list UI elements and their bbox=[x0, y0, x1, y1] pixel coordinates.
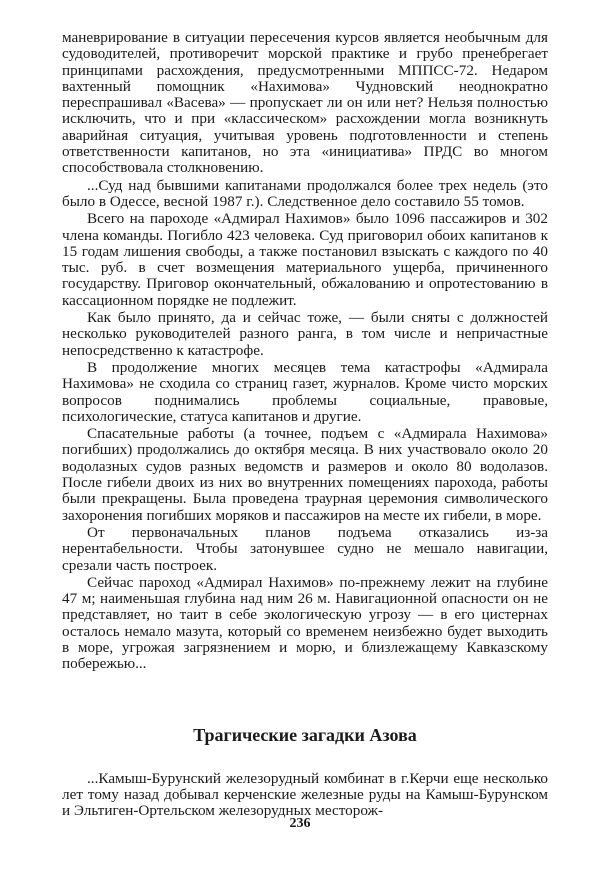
paragraph-maneuvering: маневрирование в ситуации пересечения курсов является необычным для судоводителей, противоречит морской практике и грубо пренебрегает принципами расхождения, предусмотренными МППСС-72. Недаром вахтенный помощник «Нахимова» Чудновский неоднократно переспрашивал «Васева» — пропускает ли он или нет? Нельзя полностью исключить, что и при «классическом» расхождении могла возникнуть аварийная ситуация, учитывая уровень подготовленности и степень ответственности капитанов, но эта «инициатива» ПРДС во многом способствовала столкновению. bbox=[62, 29, 548, 177]
paragraph-salvage-plans: От первоначальных планов подъема отказались из-за нерентабельности. Чтобы затонувшее судно не мешало навигации, срезали часть построек. bbox=[62, 523, 548, 574]
page-number: 236 bbox=[289, 816, 311, 831]
paragraph-current-state: Сейчас пароход «Адмирал Нахимов» по-прежнему лежит на глубине 47 м; наименьшая глубина над ним 26 м. Навигационной опасности он не представляет, но таит в себе экологическую угрозу — в его цистернах осталось немало мазута, который со временем неизбежно будет выходить в море, угрожая загрязнением и морю, и близлежащему Кавказскому побережью... bbox=[62, 573, 548, 673]
paragraph-dismissals: Как было принято, да и сейчас тоже, — были сняты с должностей несколько руководителей разного ранга, в том числе и непричастные непосредственно к катастрофе. bbox=[62, 309, 548, 359]
paragraph-trial: ...Суд над бывшими капитанами продолжался более трех недель (это было в Одессе, весной 1987 г.). Следственное дело составило 55 томов. bbox=[62, 176, 548, 210]
paragraph-kamysh-burun: ...Камыш-Бурунский железорудный комбинат в г.Керчи еще несколько лет тому назад добывал керченские железные руды на Камыш-Бурунском и Эльтиген-Ортельском железорудных месторож- bbox=[62, 769, 548, 820]
section-heading: Трагические загадки Азова bbox=[193, 724, 417, 745]
paragraph-press-coverage: В продолжение многих месяцев тема катастрофы «Адмирала Нахимова» не сходила со страниц газет, журналов. Кроме чисто морских вопросов поднимались проблемы социальные, правовые, психологические, статуса капитанов и другие. bbox=[62, 358, 548, 425]
paragraph-casualties: Всего на пароходе «Адмирал Нахимов» было 1096 пассажиров и 302 члена команды. Погибло 423 человека. Суд приговорил обоих капитанов к 15 годам лишения свободы, а также постановил взыскать с каждого по 40 тыс. руб. в счет возмещения материального ущерба, причиненного государству. Приговор окончательный, обжалованию и опротестованию в кассационном порядке не подлежит. bbox=[62, 210, 548, 309]
paragraph-rescue-works: Спасательные работы (а точнее, подъем с «Адмирала Нахимова» погибших) продолжались до октября месяца. В них участвовало около 20 водолазных судов разных ведомств и размеров и около 80 водолазов. После гибели двоих из них во внутренних помещениях парохода, работы были прекращены. Была проведена траурная церемония символического захоронения погибших моряков и пассажиров на месте их гибели, в море. bbox=[62, 425, 548, 524]
